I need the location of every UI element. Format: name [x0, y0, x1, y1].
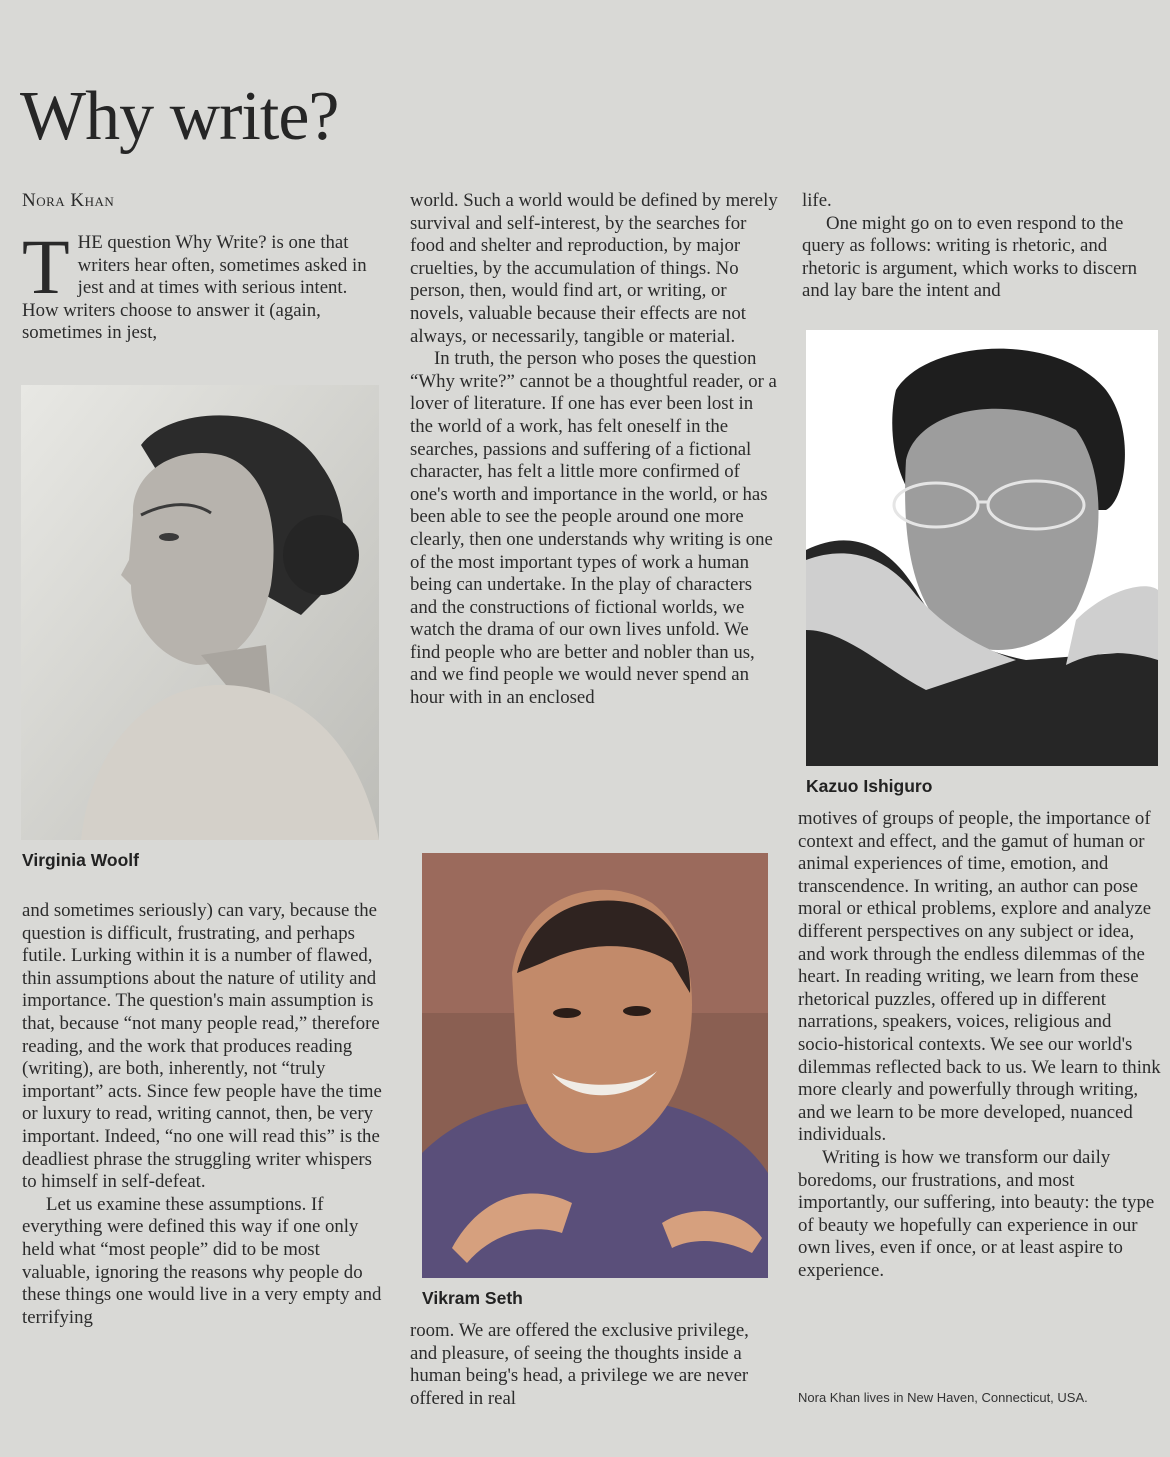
- col2-body: [410, 190, 778, 710]
- photo-virginia-woolf: [21, 385, 379, 840]
- col1-paragraph-1: HE question Why Write? is one that writers hear often, sometimes asked in jest and at times with serious intent. How writers choose to answer it (again, sometimes in jest,: [22, 232, 367, 344]
- col2-paragraph-3: room. We are offered the exclusive privilege, and pleasure, of seeing the thoughts inside a human being's head, a privilege we are never offered in real: [410, 1320, 749, 1409]
- col3-paragraph-2: One might go on to even respond to the query as follows: writing is rhetoric, and rhetoric is argument, which works to discern and lay bare the intent and: [802, 212, 1138, 302]
- photo-vikram-seth: [422, 853, 768, 1278]
- byline: Nora Khan: [22, 190, 115, 211]
- col3-paragraph-1: life.: [802, 190, 832, 211]
- portrait-seth-image: [422, 853, 768, 1278]
- col3-body: [798, 808, 1162, 1282]
- col2-continued: [410, 1320, 778, 1410]
- col1-intro: [22, 223, 384, 345]
- caption-kazuo-ishiguro: Kazuo Ishiguro: [806, 776, 933, 796]
- col1-paragraph-3: Let us examine these assumptions. If everything were defined this way if one only held what “most people” did to be most valuable, ignoring the reasons why people do these things one would live in a very empty and terrifying: [22, 1193, 382, 1328]
- photo-kazuo-ishiguro: [806, 330, 1158, 766]
- portrait-ishiguro-image: [806, 330, 1158, 766]
- col3-paragraph-3: motives of groups of people, the importance of context and effect, and the gamut of human or animal experiences of time, emotion, and transcendence. In writing, an author can pose moral or ethical problems, explore and analyze different perspectives on any subject or idea, and work through the endless dilemmas of the heart. In reading writing, we learn from these rhetorical puzzles, offered up in different narrations, speakers, voices, religious and socio-historical contexts. We see our world's dilemmas reflected back to us. We learn to think more clearly and powerfully through writing, and we learn to be more developed, nuanced individuals.: [798, 808, 1161, 1146]
- drop-cap: T: [22, 223, 70, 310]
- portrait-woolf-image: [21, 385, 379, 840]
- article-title: Why write?: [20, 78, 339, 155]
- col3-paragraph-4: Writing is how we transform our daily boredoms, our frustrations, and most importantly, our suffering, into beauty: the type of beauty we hopefully can experience in our own lives, even if once, or at least aspire to experience.: [798, 1146, 1155, 1281]
- caption-vikram-seth: Vikram Seth: [422, 1288, 523, 1308]
- col2-paragraph-1: world. Such a world would be defined by merely survival and self-interest, by the searches for food and shelter and reproduction, by major cruelties, by the accumulation of things. No person, then, would find art, or writing, or novels, valuable because their effects are not always, or necessarily, tangible or material.: [410, 190, 778, 347]
- col2-paragraph-2: In truth, the person who poses the question “Why write?” cannot be a thoughtful reader, or a lover of literature. If one has ever been lost in the world of a work, has felt oneself in the searches, passions and suffering of a fictional character, has felt a little more confirmed of one's worth and importance in the world, or has been able to see the people around one more clearly, then one understands why writing is one of the most important types of work a human being can undertake. In the play of characters and the constructions of fictional worlds, we watch the drama of our own lives unfold. We find people who are better and nobler than us, and we find people we would never spend an hour with in an enclosed: [410, 348, 777, 709]
- author-note: Nora Khan lives in New Haven, Connecticut, USA.: [798, 1390, 1088, 1405]
- col1-paragraph-2: and sometimes seriously) can vary, because the question is difficult, frustrating, and perhaps futile. Lurking within it is a number of flawed, thin assumptions about the nature of utility and importance. The question's main assumption is that, because “not many people read,” therefore reading, and the work that produces reading (writing), are both, inherently, not “truly important” acts. Since few people have the time or luxury to read, writing cannot, then, be very important. Indeed, “no one will read this” is the deadliest phrase the struggling writer whispers to himself in self-defeat.: [22, 900, 382, 1193]
- caption-virginia-woolf: Virginia Woolf: [22, 850, 139, 870]
- col3-intro: [802, 190, 1162, 303]
- col1-body: [22, 900, 384, 1329]
